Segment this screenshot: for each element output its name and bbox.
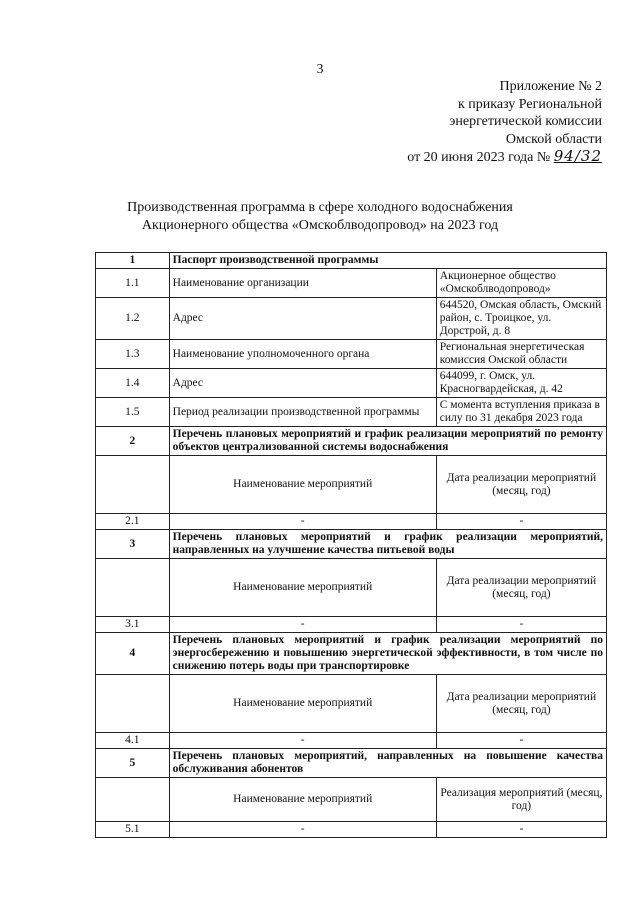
- column-header-label: Наименование мероприятий: [233, 478, 373, 490]
- row-label: Наименование организации: [169, 269, 436, 298]
- row-value: 644520, Омская область, Омский район, с. Троицкое, ул. Дорстрой, д. 8: [436, 298, 606, 340]
- row-date: -: [436, 617, 606, 633]
- section-header-row: [96, 530, 607, 559]
- row-name: -: [169, 822, 436, 838]
- row-number: 3.1: [96, 617, 170, 633]
- row-date: -: [436, 822, 606, 838]
- row-number: 1.3: [96, 340, 170, 369]
- section-number: 4: [96, 633, 170, 675]
- column-header-date: Реализация мероприятий (месяц, год): [436, 778, 606, 822]
- column-header-row: [96, 778, 607, 822]
- row-number: 1.5: [96, 398, 170, 427]
- column-header-date: Дата реализации мероприятий (месяц, год): [436, 456, 606, 514]
- row-number: 1.1: [96, 269, 170, 298]
- empty-cell: [96, 559, 170, 617]
- column-header-date: Дата реализации мероприятий (месяц, год): [436, 675, 606, 733]
- column-header-name: [169, 456, 436, 514]
- section-header-row: [96, 633, 607, 675]
- section-number: 3: [96, 530, 170, 559]
- order-number-handwritten: 94/32: [553, 147, 602, 165]
- table-row: [96, 617, 607, 633]
- column-header-date: Дата реализации мероприятий (месяц, год): [436, 559, 606, 617]
- row-name: -: [169, 733, 436, 749]
- page-number: 3: [316, 62, 324, 77]
- section-header-row: [96, 749, 607, 778]
- appendix-line: энергетической комиссии: [449, 114, 602, 129]
- title-line: Производственная программа в сфере холодного водоснабжения: [127, 200, 513, 215]
- row-number: 1.2: [96, 298, 170, 340]
- table-row: [96, 369, 607, 398]
- row-value: 644099, г. Омск, ул. Красногвардейская, д. 42: [436, 369, 606, 398]
- program-table: [95, 252, 607, 838]
- row-name: -: [169, 514, 436, 530]
- row-number: 2.1: [96, 514, 170, 530]
- section-title: Перечень плановых мероприятий и график реализации мероприятий по ремонту объектов централизованной системы водоснабжения: [169, 427, 606, 456]
- row-value: Региональная энергетическая комиссия Омской области: [436, 340, 606, 369]
- section-title: Перечень плановых мероприятий и график реализации мероприятий по энергосбережению и повышению энергетической эффективности, в том числе по снижению потерь воды при транспортировке: [169, 633, 606, 675]
- row-label: Адрес: [169, 369, 436, 398]
- appendix-line: к приказу Региональной: [457, 96, 602, 112]
- row-name: -: [169, 617, 436, 633]
- table-row: [96, 269, 607, 298]
- appendix-block: [302, 78, 602, 167]
- table-row: [96, 822, 607, 838]
- table-row: [96, 298, 607, 340]
- row-label: Наименование уполномоченного органа: [169, 340, 436, 369]
- section-title: Паспорт производственной программы: [169, 253, 606, 269]
- column-header-name: Наименование мероприятий: [169, 559, 436, 617]
- section-header-row: [96, 427, 607, 456]
- table-row: [96, 340, 607, 369]
- table-row: [96, 398, 607, 427]
- document-title: [60, 199, 580, 235]
- appendix-order-prefix: от 20 июня 2023 года №: [407, 150, 551, 165]
- empty-cell: [96, 778, 170, 822]
- row-date: -: [436, 733, 606, 749]
- row-value: Акционерное общество «Омскоблводопровод»: [436, 269, 606, 298]
- section-number: 1: [96, 253, 170, 269]
- row-number: 5.1: [96, 822, 170, 838]
- empty-cell: [96, 675, 170, 733]
- column-header-row: [96, 559, 607, 617]
- section-title: Перечень плановых мероприятий, направленных на повышение качества обслуживания абонентов: [169, 749, 606, 778]
- section-number: 5: [96, 749, 170, 778]
- row-number: 1.4: [96, 369, 170, 398]
- title-line: Акционерного общества «Омскоблводопровод» на 2023 год: [141, 218, 499, 233]
- section-number: 2: [96, 427, 170, 456]
- row-value: С момента вступления приказа в силу по 31 декабря 2023 года: [436, 398, 606, 427]
- column-header-name: Наименование мероприятий: [169, 778, 436, 822]
- appendix-order-line: [302, 148, 602, 167]
- appendix-line: Омской области: [505, 131, 602, 147]
- column-header-row: [96, 456, 607, 514]
- section-title: Перечень плановых мероприятий и график реализации мероприятий, направленных на улучшение качества питьевой воды: [169, 530, 606, 559]
- table-row: [96, 514, 607, 530]
- empty-cell: [96, 456, 170, 514]
- table-row: [96, 733, 607, 749]
- section-header-row: [96, 253, 607, 269]
- row-label: Адрес: [169, 298, 436, 340]
- column-header-name: Наименование мероприятий: [169, 675, 436, 733]
- appendix-line: Приложение № 2: [499, 79, 602, 94]
- column-header-row: [96, 675, 607, 733]
- row-date: -: [436, 514, 606, 530]
- row-label: Период реализации производственной программы: [169, 398, 436, 427]
- row-number: 4.1: [96, 733, 170, 749]
